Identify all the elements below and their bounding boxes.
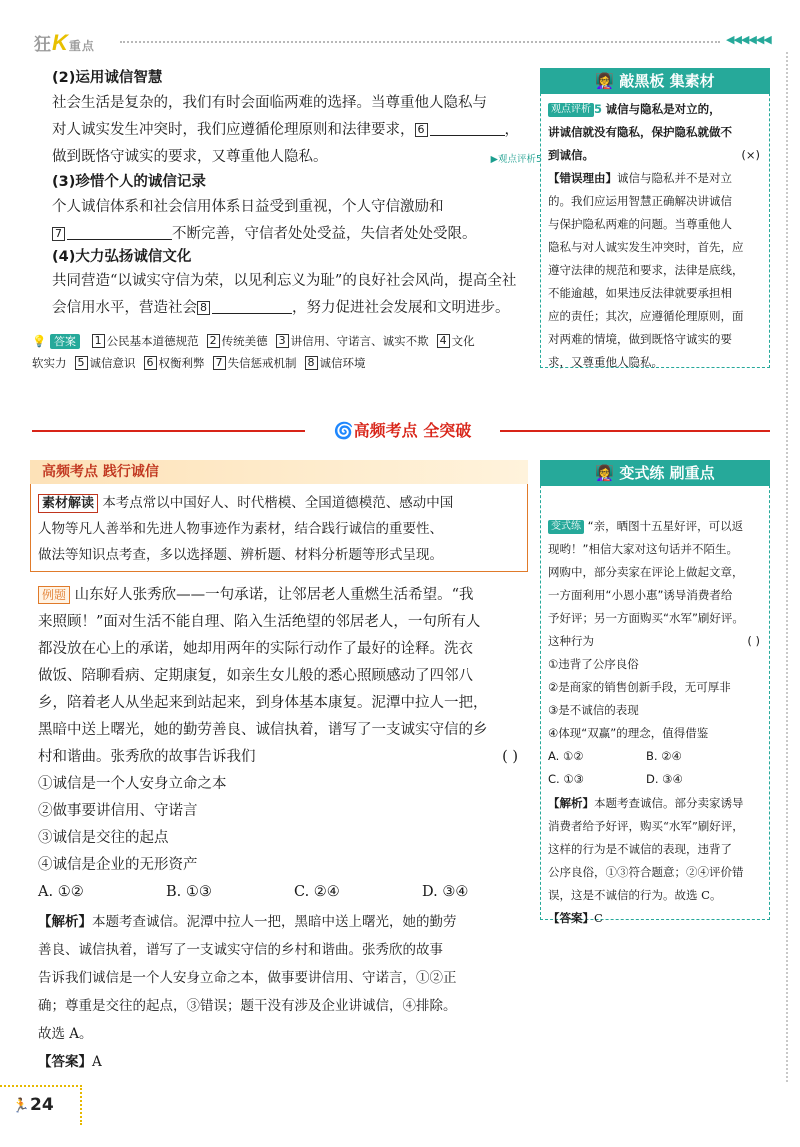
section-2 xyxy=(52,66,532,87)
header-logo: 狂K重点 xyxy=(34,30,95,55)
answer-item xyxy=(207,334,268,348)
teacher-icon: 👩‍🏫 xyxy=(595,464,615,482)
section-2-line: 社会生活是复杂的，我们有时会面临两难的选择。当尊重他人隐私与 xyxy=(52,95,487,111)
blackboard-title: 👩‍🏫 敲黑板 集素材 xyxy=(540,68,770,94)
practice-option: ③是不诚信的表现 xyxy=(548,703,639,717)
section-3-title: (3)珍惜个人的诚信记录 xyxy=(52,174,206,190)
teacher-icon: 👩‍🏫 xyxy=(595,72,615,90)
practice-analysis: 【解析】本题考查诚信。部分卖家诱导 消费者给予好评，购买“水军”刷好评， 这样的行为是不诚信的表现，违背了 公序良俗，①③符合题意；②④评价错 误，这是不诚信的行为。故选 C。 【答案】C xyxy=(548,796,744,925)
practice-option: ①违背了公序良俗 xyxy=(548,657,639,671)
practice-answer: C xyxy=(594,911,603,925)
example-label: 例题 xyxy=(38,586,70,604)
example-question: 例题 山东好人张秀欣——一句承诺，让邻居老人重燃生活希望。“我 来照顾！”面对生活不能自理、陷入生活绝望的邻居老人，一句所有人 都没放在心上的承诺，她却用两年的实际行动作了最好的诠释。洗衣 做饭、陪聊看病、定期康复，如亲生女儿般的悉心照顾感动了四邻八 乡，陪着老人从坐起来到站起来，到身体基本康复。泥潭中拉人一把， 黑暗中送上曙光，她的勤劳善良、诚信执着，谱写了一支诚实守信的乡 村和谐曲。张秀欣的故事告诉我们 ( ) ①诚信是一个人安身立命之本 ②做事要讲信用、守诺言 ③诚信是交往的起点 ④诚信是企业的无形资产 A. ①② B. ①③ C. ②④ D. ③④ xyxy=(38,582,528,906)
answer-text: 传统美德 xyxy=(221,334,268,348)
answer-number: 5 xyxy=(75,356,88,370)
example-answer: A xyxy=(92,1054,102,1070)
viewpoint-tag[interactable]: ▶观点评析5 xyxy=(490,154,542,165)
answer-number: 7 xyxy=(213,356,226,370)
runner-icon: 🏃 xyxy=(12,1098,30,1114)
fill-blank-7[interactable] xyxy=(67,223,172,240)
blackboard-body: 观点评析 5 诚信与隐私是对立的， 讲诚信就没有隐私，保护隐私就做不 到诚信。 (×) 【错误理由】诚信与隐私并不是对立 的。我们应运用智慧正确解决讲诚信 与保护隐私两难的问题。当尊重他人 隐私与对人诚实发生冲突时，首先，应 遵守法律的规范和要求，法律是底线， 不能逾越，如果违反法律就要承担相 应的责任；其次，应遵循伦理原则，面 对两难的情境，做到既恪守诚实的要 求，又尊重他人隐私。 xyxy=(548,102,760,369)
example-head: 高频考点 践行诚信 xyxy=(30,460,528,484)
answer-items xyxy=(32,334,475,370)
answer-bracket[interactable]: ( ) xyxy=(502,749,518,765)
choice-b[interactable]: B. ①③ xyxy=(166,884,212,900)
answer-number: 8 xyxy=(305,356,318,370)
verdict: (×) xyxy=(741,148,760,162)
section-3-line: 个人诚信体系和社会信用体系日益受到重视，个人守信激励和 xyxy=(52,199,444,215)
viewpoint-tag-box: 观点评析 xyxy=(548,103,594,117)
lightbulb-icon: 💡 xyxy=(32,334,47,348)
section-banner: 🌀高频考点 全突破 xyxy=(305,418,500,444)
answer-number: 3 xyxy=(276,334,289,348)
section-4-body xyxy=(52,268,547,322)
section-4-title: (4)大力弘扬诚信文化 xyxy=(52,249,192,265)
blank-number-8: 8 xyxy=(197,301,210,315)
practice-choice-b[interactable]: B. ②④ xyxy=(646,749,682,763)
blank-number-7: 7 xyxy=(52,227,65,241)
practice-answer-bracket[interactable]: ( ) xyxy=(747,634,760,648)
practice-choice-a[interactable]: A. ①② xyxy=(548,749,584,763)
answer-text: 软实力 xyxy=(32,356,67,370)
section-3-body xyxy=(52,194,542,248)
fill-blank-6[interactable] xyxy=(430,119,505,136)
reason-label: 【错误理由】 xyxy=(548,171,617,185)
practice-option: ②是商家的销售创新手段，无可厚非 xyxy=(548,680,731,694)
practice-choice-d[interactable]: D. ③④ xyxy=(646,772,683,786)
answer-label: 答案 xyxy=(50,334,80,349)
practice-choice-c[interactable]: C. ①③ xyxy=(548,772,584,786)
section-2-line: 对人诚实发生冲突时，我们应遵循伦理原则和法律要求， 6 ， xyxy=(52,117,542,144)
section-2-body xyxy=(52,90,542,171)
answer-text: 讲信用、守诺言、诚实不欺 xyxy=(290,334,429,348)
header-arrows-icon: ◀◀◀◀◀◀ xyxy=(726,33,771,46)
option: ①诚信是一个人安身立命之本 xyxy=(38,776,227,792)
fill-blank-8[interactable] xyxy=(212,297,292,314)
option: ④诚信是企业的无形资产 xyxy=(38,857,198,873)
answer-number: 6 xyxy=(144,356,157,370)
answer-item xyxy=(32,356,67,370)
header-divider xyxy=(120,41,720,43)
answer-text: 失信惩戒机制 xyxy=(227,356,297,370)
answer-number: 1 xyxy=(92,334,105,348)
answer-number: 4 xyxy=(437,334,450,348)
section-3-line: 7 不断完善，守信者处处受益，失信者处处受限。 xyxy=(52,221,542,248)
answer-item xyxy=(437,334,475,348)
answer-block xyxy=(32,330,522,374)
section-4-line: 会信用水平，营造社会 8 ，努力促进社会发展和文明进步。 xyxy=(52,295,547,322)
answer-item xyxy=(276,334,429,348)
answer-item xyxy=(92,334,199,348)
section-2-title: (2)运用诚信智慧 xyxy=(52,70,163,86)
choice-a[interactable]: A. ①② xyxy=(38,884,84,900)
answer-text: 诚信意识 xyxy=(89,356,136,370)
answer-item xyxy=(305,356,366,370)
page-number: 24 xyxy=(30,1095,54,1115)
blank-number-6: 6 xyxy=(415,123,428,137)
option: ③诚信是交往的起点 xyxy=(38,830,169,846)
practice-title: 👩‍🏫 变式练 刷重点 xyxy=(540,460,770,486)
answer-item xyxy=(213,356,297,370)
answer-text: 公民基本道德规范 xyxy=(106,334,199,348)
choice-d[interactable]: D. ③④ xyxy=(422,884,469,900)
answer-text: 文化 xyxy=(451,334,475,348)
choice-c[interactable]: C. ②④ xyxy=(294,884,340,900)
answer-number: 2 xyxy=(207,334,220,348)
material-label: 素材解读 xyxy=(38,494,98,513)
practice-question: 变式练 “亲，晒图十五星好评，可以返 现哟！”相信大家对这句话并不陌生。 网购中，部分卖家在评论上做起文章， 一方面利用“小恩小惠”诱导消费者给 予好评；另一方面购买“水军”刷好评。 这种行为 ( ) ①违背了公序良俗 ②是商家的销售创新手段，无可厚非 ③是不诚信的表现 ④体现“双赢”的理念，值得借鉴 A. ①② B. ②④ C. ①③ D. ③④ xyxy=(548,515,766,791)
material-text: 素材解读 本考点常以中国好人、时代楷模、全国道德模范、感动中国 人物等凡人善举和先进人物事迹作为素材，结合践行诚信的重要性、 做法等知识点考查，多以选择题、辨析题、材料分析题等形式呈现。 xyxy=(38,495,454,563)
section-4-line: 共同营造“以诚实守信为荣，以见利忘义为耻”的良好社会风尚，提高全社 xyxy=(52,273,517,289)
answer-item xyxy=(144,356,205,370)
practice-tag: 变式练 xyxy=(548,520,584,534)
answer-item xyxy=(75,356,136,370)
example-analysis: 【解析】本题考查诚信。泥潭中拉人一把，黑暗中送上曙光，她的勤劳 善良、诚信执着，谱写了一支诚实守信的乡村和谐曲。张秀欣的故事 告诉我们诚信是一个人安身立命之本，做事要讲信用、守诺言，①②正 确；尊重是交往的起点，③错误；题干没有涉及企业讲诚信，④排除。 故选 A。 【答案】A xyxy=(38,914,457,1070)
answer-text: 权衡利弊 xyxy=(158,356,205,370)
option: ②做事要讲信用、守诺言 xyxy=(38,803,198,819)
practice-option: ④体现“双赢”的理念，值得借鉴 xyxy=(548,726,709,740)
section-2-line: 做到既恪守诚实的要求，又尊重他人隐私。 ▶观点评析5 xyxy=(52,144,542,171)
answer-text: 诚信环境 xyxy=(319,356,366,370)
swirl-icon: 🌀 xyxy=(333,421,354,440)
page-edge-divider xyxy=(786,52,788,1082)
